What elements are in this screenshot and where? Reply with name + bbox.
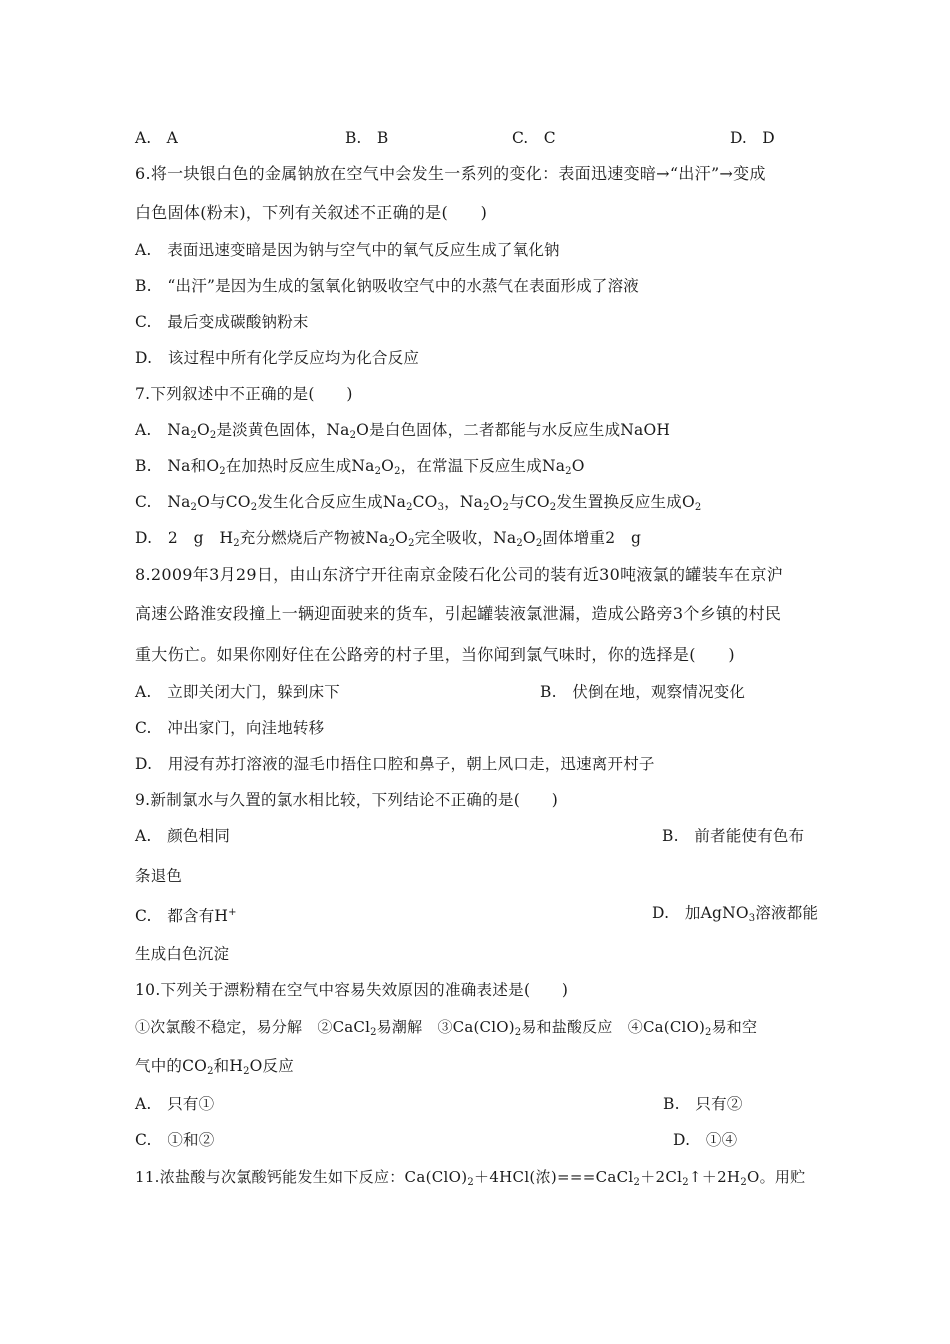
- q7-stem: 7.下列叙述中不正确的是( ): [135, 385, 353, 403]
- q8-option-c: C. 冲出家门，向洼地转移: [135, 719, 325, 737]
- q7-option-b: B. Na和$O_2$在加热时反应生成$Na_2O_2$，在常温下反应生成$Na_2O$: [135, 457, 585, 477]
- q9-option-d-cont: 生成白色沉淀: [135, 945, 230, 963]
- q9-option-a: A. 颜色相同: [135, 827, 231, 845]
- q11-stem: 11.浓盐酸与次氯酸钙能发生如下反应：$Ca(ClO)_2+4HCl$(浓)$===CaCl_2+2Cl_2↑+2H_2O$。用贮: [135, 1168, 806, 1188]
- option-d: D. D: [730, 129, 775, 147]
- q6-option-b: B. “出汗”是因为生成的氢氧化钠吸收空气中的水蒸气在表面形成了溶液: [135, 277, 639, 295]
- q10-option-c: C. ①和②: [135, 1131, 215, 1149]
- q9-option-c: C. 都含有H+: [135, 907, 237, 925]
- q6-stem-line1: 6.将一块银白色的金属钠放在空气中会发生一系列的变化：表面迅速变暗→“出汗”→变成: [135, 164, 766, 183]
- q10-option-a: A. 只有①: [135, 1095, 215, 1113]
- q8-option-a: A. 立即关闭大门，躲到床下: [135, 683, 340, 701]
- q10-option-d: D. ①④: [673, 1131, 738, 1149]
- q8-option-d: D. 用浸有苏打溶液的湿毛巾捂住口腔和鼻子，朝上风口走，迅速离开村子: [135, 755, 655, 773]
- q10-stem: 10.下列关于漂粉精在空气中容易失效原因的准确表述是( ): [135, 981, 569, 999]
- q10-items-line2: 气中的$CO_2$和$H_2O$反应: [135, 1057, 294, 1077]
- q6-option-c: C. 最后变成碳酸钠粉末: [135, 313, 309, 331]
- q8-option-b: B. 伏倒在地，观察情况变化: [540, 683, 746, 701]
- q7-option-a: A. $Na_2O_2$是淡黄色固体，$Na_2O$是白色固体，二者都能与水反应生成NaOH: [135, 421, 671, 441]
- q6-option-a: A. 表面迅速变暗是因为钠与空气中的氧气反应生成了氧化钠: [135, 241, 560, 259]
- q8-stem-line3: 重大伤亡。如果你刚好住在公路旁的村子里，当你闻到氯气味时，你的选择是( ): [135, 645, 735, 664]
- q9-option-d: D. 加AgNO$_3$溶液都能: [652, 904, 819, 924]
- q9-option-b: B. 前者能使有色布: [662, 827, 805, 845]
- q7-option-c: C. $Na_2O$与$CO_2$发生化合反应生成$Na_2CO_3$，$Na_2O_2$与$CO_2$发生置换反应生成$O_2$: [135, 493, 702, 513]
- q7-option-d: D. 2 g $H_2$充分燃烧后产物被$Na_2O_2$完全吸收，$Na_2O_2$固体增重2 g: [135, 529, 642, 549]
- q9-option-b-cont: 条退色: [135, 867, 183, 885]
- q10-items-line1: ①次氯酸不稳定，易分解 ②CaCl$_2$易潮解 $③Ca(ClO)_2$易和盐酸反应 $④Ca(ClO)_2$易和空: [135, 1018, 758, 1038]
- q9-stem: 9.新制氯水与久置的氯水相比较，下列结论不正确的是( ): [135, 791, 559, 809]
- q8-stem-line1: 8.2009年3月29日，由山东济宁开往南京金陵石化公司的装有近30吨液氯的罐装车在京沪: [135, 565, 784, 584]
- option-a: A. A: [135, 129, 178, 147]
- q6-stem-line2: 白色固体(粉末)，下列有关叙述不正确的是( ): [135, 203, 488, 222]
- q8-stem-line2: 高速公路淮安段撞上一辆迎面驶来的货车，引起罐装液氯泄漏，造成公路旁3个乡镇的村民: [135, 604, 782, 623]
- option-c: C. C: [512, 129, 556, 147]
- q10-option-b: B. 只有②: [663, 1095, 743, 1113]
- q6-option-d: D. 该过程中所有化学反应均为化合反应: [135, 349, 420, 367]
- option-b: B. B: [345, 129, 389, 147]
